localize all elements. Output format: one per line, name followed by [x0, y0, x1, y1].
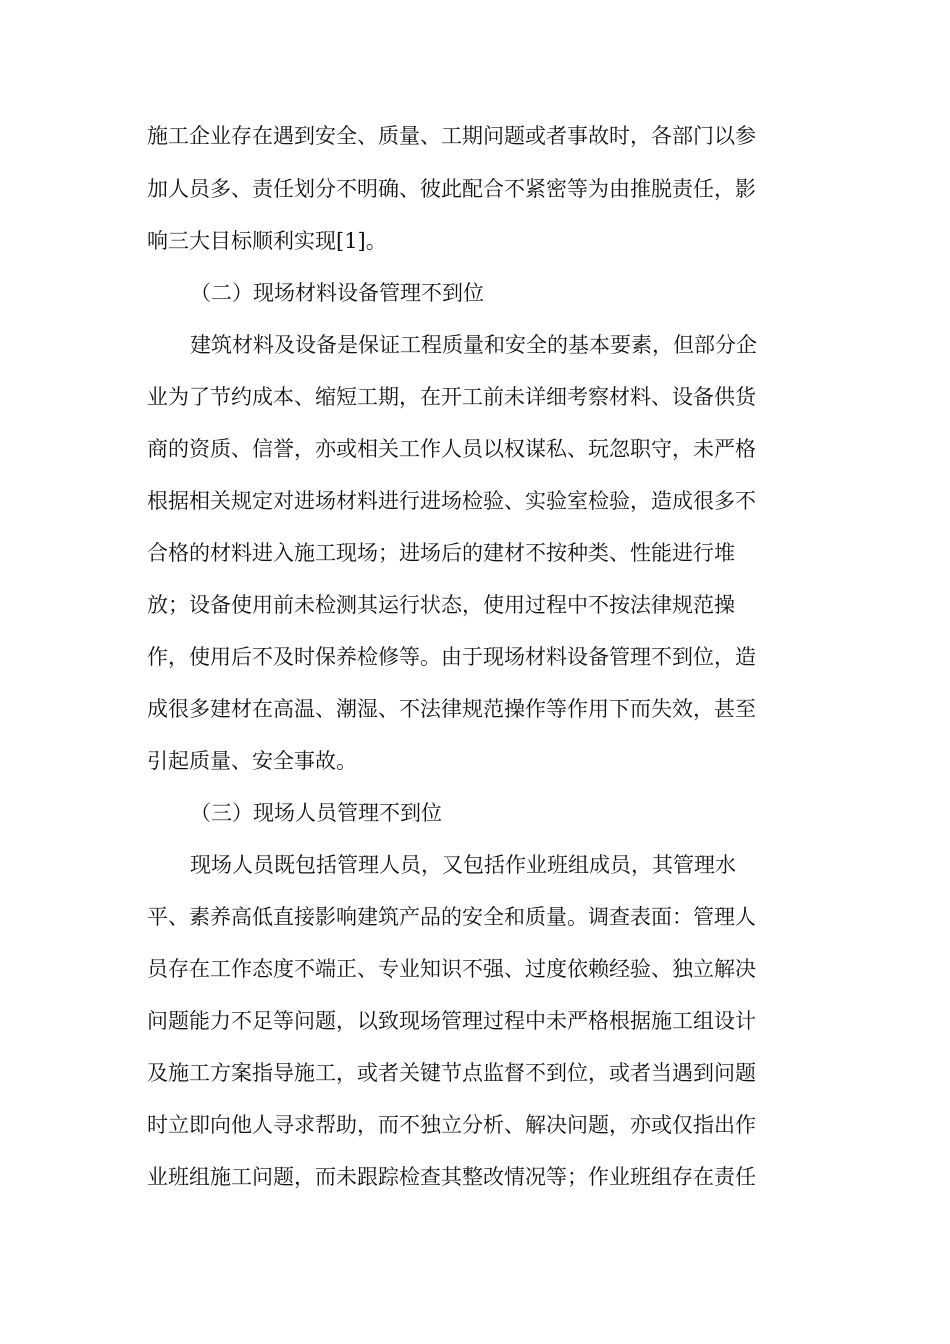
- paragraph-first-line: 建筑材料及设备是保证工程质量和安全的基本要素，但部分企: [190, 333, 757, 357]
- text-line: 作，使用后不及时保养检修等。由于现场材料设备管理不到位，造: [147, 645, 756, 669]
- text-line: 响三大目标顺利实现[1]。: [147, 229, 387, 253]
- text-line: 问题能力不足等问题，以致现场管理过程中未严格根据施工组设计: [147, 1009, 756, 1033]
- text-line: 时立即向他人寻求帮助，而不独立分析、解决问题，亦或仅指出作: [147, 1113, 756, 1137]
- text-line: 业为了节约成本、缩短工期，在开工前未详细考察材料、设备供货: [147, 385, 756, 409]
- text-line: 平、素养高低直接影响建筑产品的安全和质量。调查表面：管理人: [147, 905, 756, 929]
- text-line: 加人员多、责任划分不明确、彼此配合不紧密等为由推脱责任，影: [147, 177, 756, 201]
- text-line: 放；设备使用前未检测其运行状态，使用过程中不按法律规范操: [147, 593, 735, 617]
- text-line: 员存在工作态度不端正、专业知识不强、过度依赖经验、独立解决: [147, 957, 756, 981]
- text-line: 合格的材料进入施工现场；进场后的建材不按种类、性能进行堆: [147, 541, 735, 565]
- section-heading: （二）现场材料设备管理不到位: [190, 281, 484, 305]
- text-line: 业班组施工问题，而未跟踪检查其整改情况等；作业班组存在责任: [147, 1165, 756, 1189]
- text-line: 引起质量、安全事故。: [147, 749, 357, 773]
- text-line: 施工企业存在遇到安全、质量、工期问题或者事故时，各部门以参: [147, 124, 756, 148]
- text-line: 商的资质、信誉，亦或相关工作人员以权谋私、玩忽职守，未严格: [147, 437, 756, 461]
- text-line: 成很多建材在高温、潮湿、不法律规范操作等作用下而失效，甚至: [147, 697, 756, 721]
- text-line: 根据相关规定对进场材料进行进场检验、实验室检验，造成很多不: [147, 489, 756, 513]
- text-line: 及施工方案指导施工，或者关键节点监督不到位，或者当遇到问题: [147, 1061, 756, 1085]
- section-heading: （三）现场人员管理不到位: [190, 801, 442, 825]
- paragraph-first-line: 现场人员既包括管理人员，又包括作业班组成员，其管理水: [190, 853, 736, 877]
